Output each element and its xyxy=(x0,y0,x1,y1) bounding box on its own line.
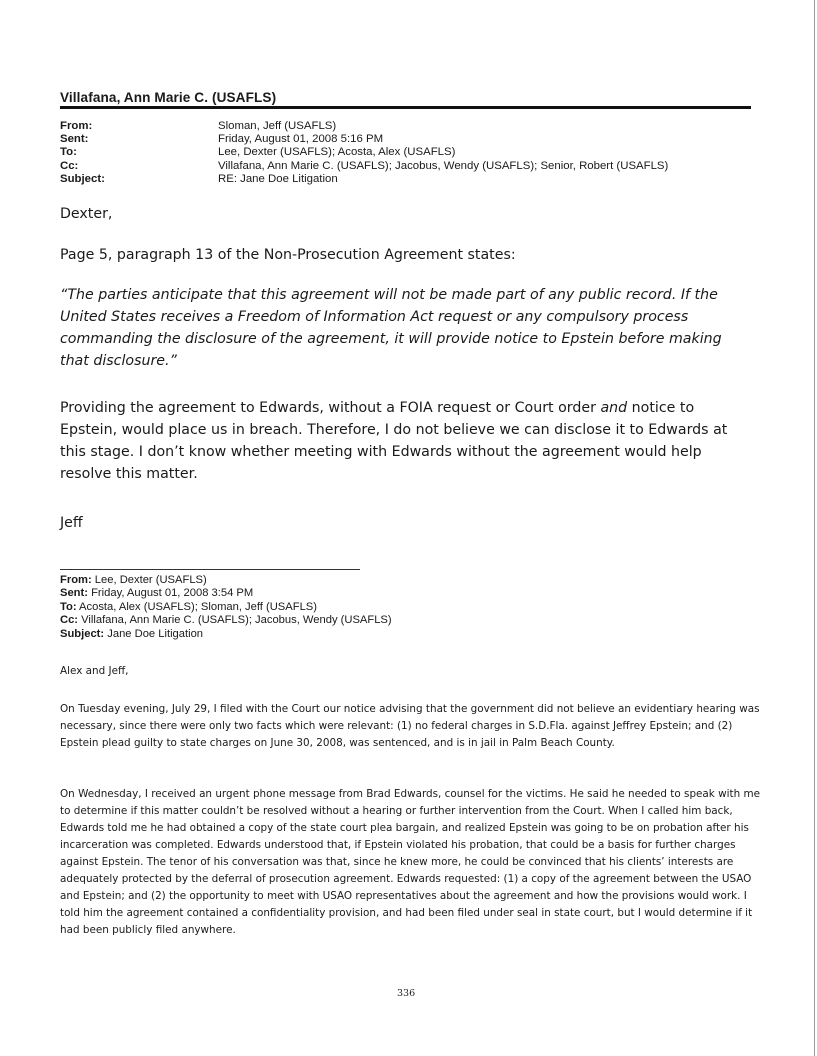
email-signoff: Jeff xyxy=(60,515,83,531)
fwd-subject-row xyxy=(60,628,392,641)
email-paragraph xyxy=(60,397,750,485)
email-greeting: Dexter, xyxy=(60,206,113,222)
cc-value: Villafana, Ann Marie C. (USAFLS); Jacobus, Wendy (USAFLS); Senior, Robert (USAFLS) xyxy=(218,159,669,172)
forwarded-header xyxy=(60,574,392,641)
fwd-sent-label: Sent: xyxy=(60,587,88,600)
fwd-sent-value: Friday, August 01, 2008 3:54 PM xyxy=(87,587,254,600)
to-label: To: xyxy=(60,146,77,159)
fwd-from-label: From: xyxy=(60,574,92,586)
agreement-quote: “The parties anticipate that this agreement will not be made part of any public record. If the United States receives a Freedom of Information Act request or any compulsory process commanding the disclosure of the agreement, it will provide notice to Epstein before making that disclosure.” xyxy=(60,287,722,369)
email-header xyxy=(60,120,668,186)
paragraph-text-start: Providing the agreement to Edwards, without a FOIA request or Court order xyxy=(60,400,601,416)
fwd-cc-row xyxy=(60,614,392,627)
forwarded-greeting: Alex and Jeff, xyxy=(60,665,129,677)
header-to-row xyxy=(60,146,668,159)
header-cc-row xyxy=(60,160,668,173)
forwarded-paragraph-2: On Wednesday, I received an urgent phone message from Brad Edwards, counsel for the victims. He said he needed to speak with me to determine if this matter couldn’t be resolved without a hearing or further intervention from the Court. When I called him back, Edwards told me he had obtained a copy of the state court plea bargain, and realized Epstein was going to be on probation after his incarceration was completed. Edwards understood that, if Epstein violated his probation, that could be a basis for further charges against Epstein. The tenor of his conversation was that, since he knew more, he could be convinced that his clients’ interests are adequately protected by the deferral of prosecution agreement. Edwards requested: (1) a copy of the agreement between the USAO and Epstein; and (2) the opportunity to meet with USAO representatives about the agreement and how the provisions would work. I told him the agreement contained a confidentiality provision, and had been filed under seal in state court, but I would determine if it had been publicly filed anywhere. xyxy=(60,788,760,936)
forwarded-paragraph-1: On Tuesday evening, July 29, I filed with the Court our notice advising that the government did not believe an evidentiary hearing was necessary, since there were only two facts which were relevant: (1) no federal charges in S.D.Fla. against Jeffrey Epstein; and (2) Epstein plead guilty to state charges on June 30, 2008, was sentenced, and is in jail in Palm Beach County. xyxy=(60,703,760,749)
paragraph-text-end: notice to Epstein, would place us in breach. Therefore, I do not believe we can disclose it to Edwards at this stage. I don’t know whether meeting with Edwards without the agreement would help resolve this matter. xyxy=(60,400,728,482)
cc-label: Cc: xyxy=(60,159,79,172)
paragraph-emphasis: and xyxy=(600,400,628,416)
page-edge-line xyxy=(814,0,815,1056)
fwd-to-row xyxy=(60,601,392,614)
from-label: From: xyxy=(60,120,93,132)
mailbox-owner-title: Villafana, Ann Marie C. (USAFLS) xyxy=(60,90,277,105)
sent-value: Friday, August 01, 2008 5:16 PM xyxy=(218,133,384,146)
header-from-row xyxy=(60,120,668,133)
from-value: Sloman, Jeff (USAFLS) xyxy=(218,120,337,132)
fwd-from-value: Lee, Dexter (USAFLS) xyxy=(91,574,207,586)
fwd-from-row xyxy=(60,574,392,587)
fwd-sent-row xyxy=(60,587,392,600)
fwd-to-label: To: xyxy=(60,600,77,613)
header-subject-row xyxy=(60,173,668,186)
subject-value: RE: Jane Doe Litigation xyxy=(218,172,338,185)
title-underline xyxy=(60,106,751,109)
sent-label: Sent: xyxy=(60,133,89,146)
subject-label: Subject: xyxy=(60,172,105,185)
forward-separator xyxy=(60,569,360,570)
fwd-subject-label: Subject: xyxy=(60,627,105,640)
fwd-to-value: Acosta, Alex (USAFLS); Sloman, Jeff (USAFLS) xyxy=(76,600,317,613)
fwd-subject-value: Jane Doe Litigation xyxy=(104,627,204,640)
to-value: Lee, Dexter (USAFLS); Acosta, Alex (USAFLS) xyxy=(218,146,456,159)
fwd-cc-label: Cc: xyxy=(60,614,79,627)
page-number: 336 xyxy=(397,988,416,999)
email-intro: Page 5, paragraph 13 of the Non-Prosecution Agreement states: xyxy=(60,247,516,263)
header-sent-row xyxy=(60,133,668,146)
fwd-cc-value: Villafana, Ann Marie C. (USAFLS); Jacobus, Wendy (USAFLS) xyxy=(78,614,392,627)
